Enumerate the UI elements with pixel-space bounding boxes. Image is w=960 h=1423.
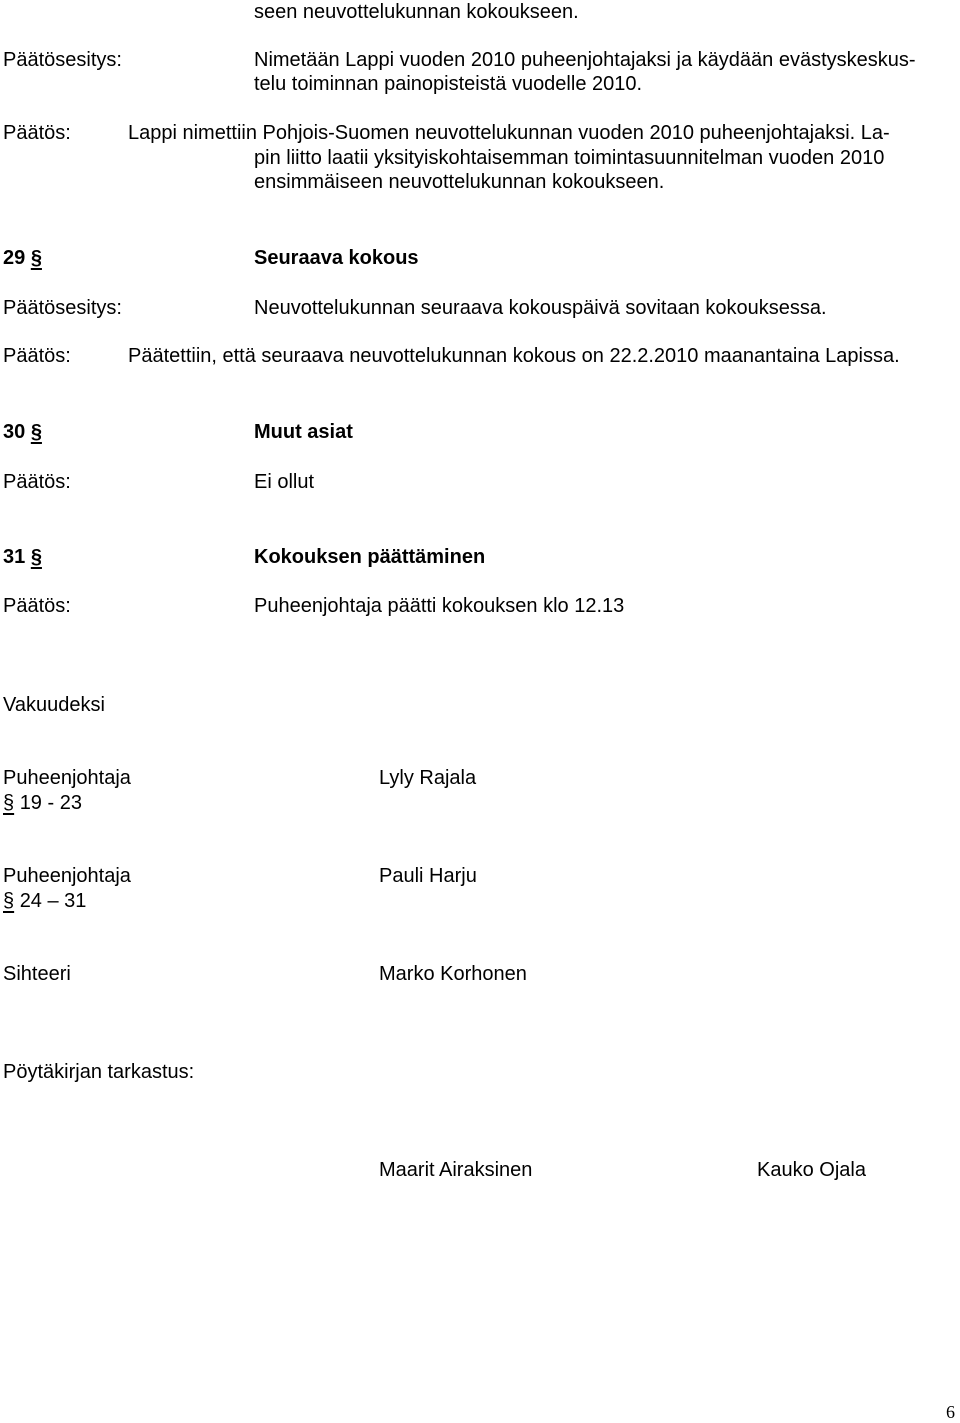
section-29-decision-text: Päätettiin, että seuraava neuvottelukunnan kokous on 22.2.2010 maanantaina Lapissa. [128,345,900,367]
section-29-number: 29 § [3,247,42,269]
section-29-decision-label: Päätös: [3,345,71,367]
paragraph-symbol: § [3,890,15,912]
proposal-label: Päätösesitys: [3,49,122,71]
section-30-decision-text: Ei ollut [254,471,315,493]
proposal-text-line1: Nimetään Lappi vuoden 2010 puheenjohtajaksi ja käydään evästyskeskus- [254,49,916,71]
proposal-text-line2: telu toiminnan painopisteistä vuodelle 2010. [254,73,643,95]
paragraph-symbol: § [3,792,15,814]
secretary-role: Sihteeri [3,963,71,985]
decision-text-line3: ensimmäiseen neuvottelukunnan kokoukseen. [254,171,665,193]
page-number: 6 [946,1402,955,1422]
section-31-title: Kokouksen päättäminen [254,546,486,568]
section-30-title: Muut asiat [254,421,353,443]
continuation-text: seen neuvottelukunnan kokoukseen. [254,1,579,23]
decision-label: Päätös: [3,122,71,144]
paragraph-symbol: § [30,247,42,269]
paragraph-symbol: § [30,546,42,568]
section-31-decision-text: Puheenjohtaja päätti kokouksen klo 12.13 [254,595,625,617]
chair1-range: § 19 - 23 [3,792,82,814]
decision-text-line2: pin liitto laatii yksityiskohtaisemman toimintasuunnitelman vuoden 2010 [254,147,885,169]
reviewer2-name: Kauko Ojala [757,1159,866,1181]
attestation-heading: Vakuudeksi [3,694,105,716]
chair2-range: § 24 – 31 [3,890,87,912]
chair2-name: Pauli Harju [379,865,477,887]
section-29-proposal-label: Päätösesitys: [3,297,122,319]
review-label: Pöytäkirjan tarkastus: [3,1061,195,1083]
section-31-number: 31 § [3,546,42,568]
paragraph-symbol: § [30,421,42,443]
section-30-decision-label: Päätös: [3,471,71,493]
reviewer1-name: Maarit Airaksinen [379,1159,533,1181]
secretary-name: Marko Korhonen [379,963,527,985]
section-29-proposal-text: Neuvottelukunnan seuraava kokouspäivä sovitaan kokouksessa. [254,297,827,319]
section-29-title: Seuraava kokous [254,247,419,269]
chair1-role: Puheenjohtaja [3,767,131,789]
section-30-number: 30 § [3,421,42,443]
decision-text-line1: Lappi nimettiin Pohjois-Suomen neuvottelukunnan vuoden 2010 puheenjohtajaksi. La- [128,122,890,144]
chair2-role: Puheenjohtaja [3,865,131,887]
section-31-decision-label: Päätös: [3,595,71,617]
chair1-name: Lyly Rajala [379,767,477,789]
